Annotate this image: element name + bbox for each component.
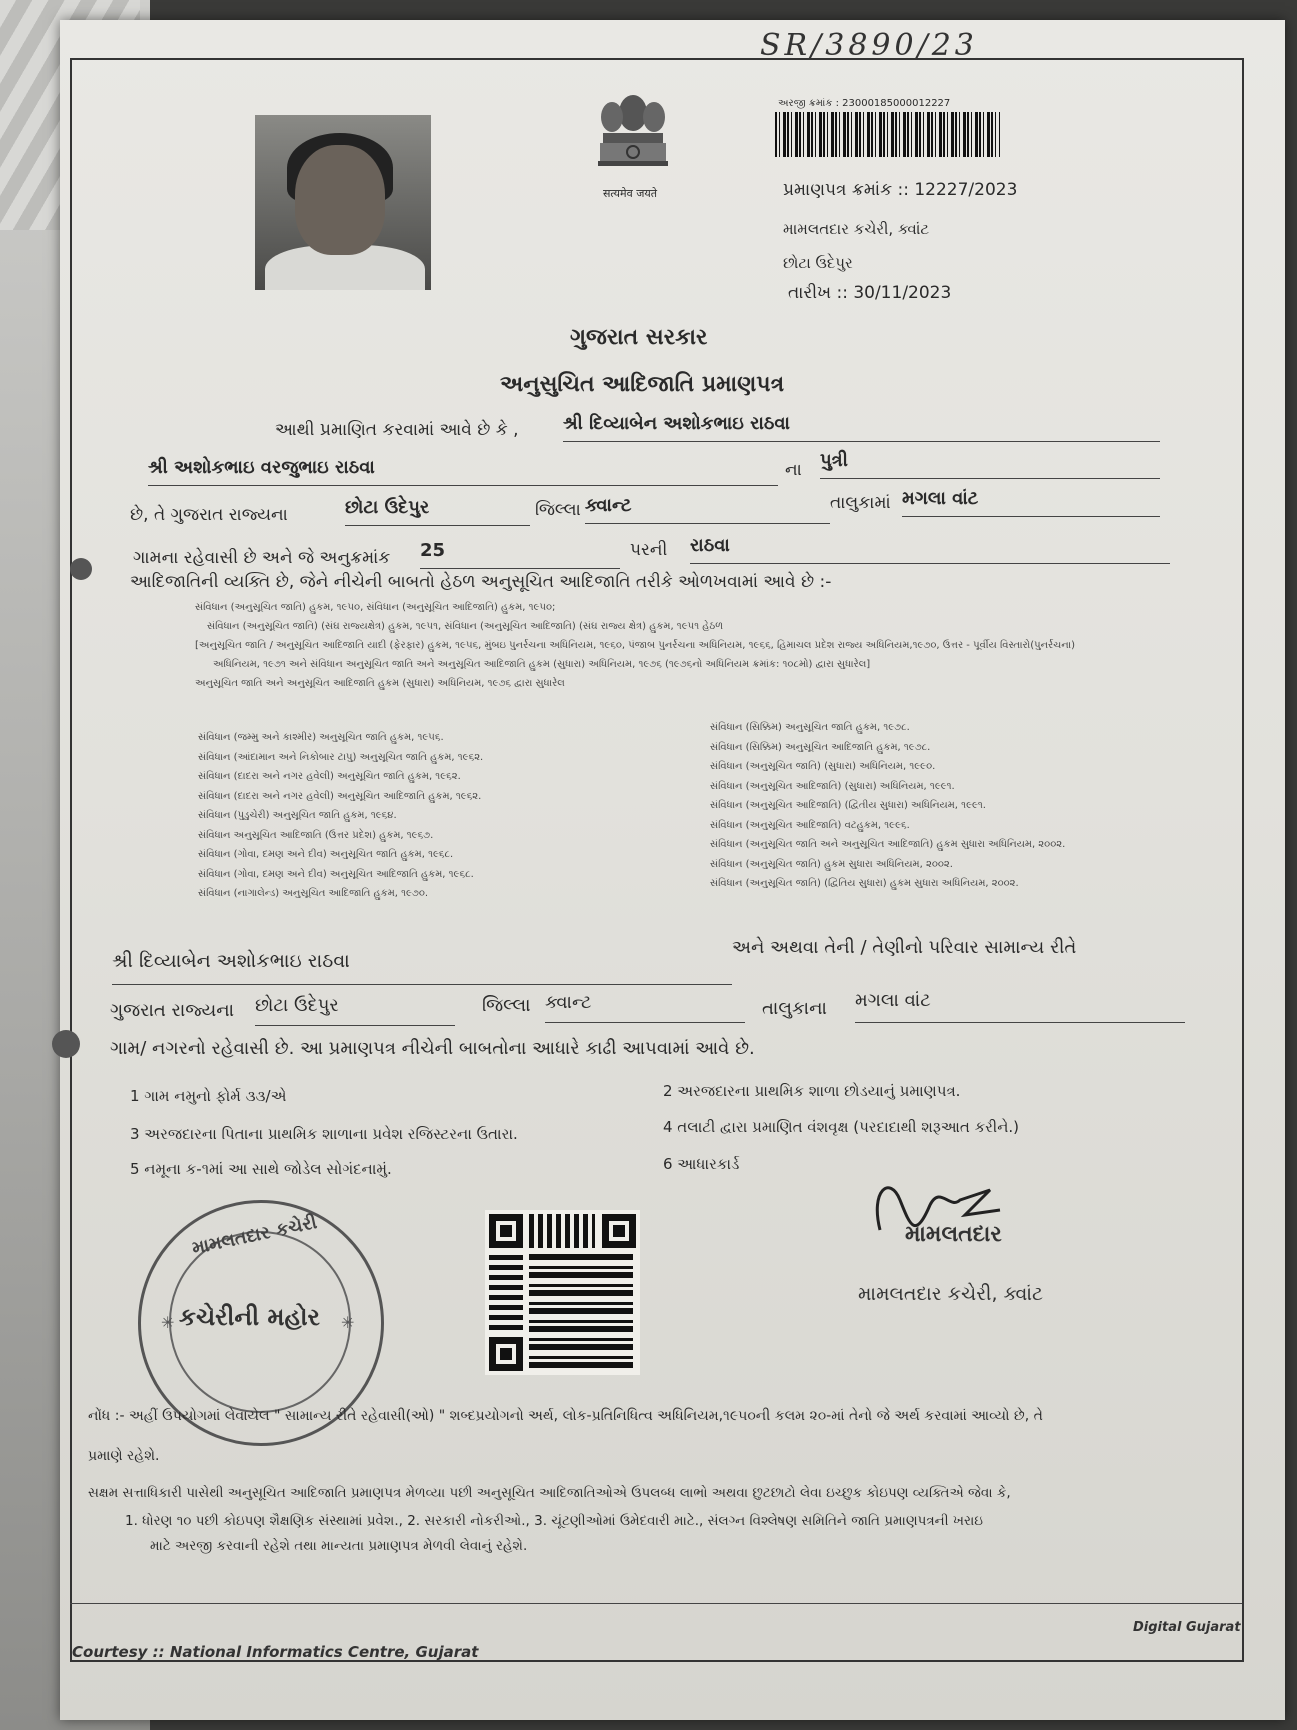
qr-modules <box>489 1254 523 1330</box>
body-taluka: ક્વાન્ટ <box>585 495 830 524</box>
body-village: મગલા વાંટ <box>902 488 1160 517</box>
order-line: સંવિધાન (સિક્કિમ) અનુસૂચિત જાતિ હુકમ, ૧૯૭૮. <box>710 722 910 733</box>
qr-modules <box>529 1254 633 1368</box>
barcode <box>775 112 1000 157</box>
relation: પુત્રી <box>820 450 1160 479</box>
intro-text: આથી પ્રમાણિત કરવામાં આવે છે કે , <box>275 420 519 440</box>
order-line: સંવિધાન (અનુસૂચિત જાતિ) (સુધારા) અધિનિયમ, ૧૯૯૦. <box>710 761 936 772</box>
document-item: 1 ગામ નમુનો ફોર્મ ૩૩/એ <box>130 1087 287 1105</box>
taluka-label: તાલુકામાં <box>830 493 891 513</box>
residence-taluka: ક્વાન્ટ <box>545 992 745 1023</box>
certificate-number: પ્રમાણપત્ર ક્રમાંક :: 12227/2023 <box>783 180 1018 200</box>
seal-star-icon: ✳ <box>341 1313 355 1332</box>
document-item: 4 તલાટી દ્વારા પ્રમાણિત વંશવૃક્ષ (પરદાદાથી શરૂઆત કરીને.) <box>663 1118 1020 1136</box>
punch-hole <box>70 558 92 580</box>
qr-code <box>485 1210 640 1375</box>
order-line: સંવિધાન (જમ્મુ અને કાશ્મીર) અનુસૂચિત જાતિ હુકમ, ૧૯૫૬. <box>198 732 444 743</box>
note-2: સક્ષમ સત્તાધિકારી પાસેથી અનુસૂચિત આદિજાતિ પ્રમાણપત્ર મેળવ્યા પછી અનુસૂચિત આદિજાતિઓએ ઉપલબ્ધ લાભો અથવા છુટછાટો લેવા ઇચ્છુક કોઇપણ વ્યક્તિએ જેવા કે, <box>88 1485 1011 1501</box>
order-line: સંવિધાન (અનુસૂચિત જાતિ) હુકમ, ૧૯૫૦, સંવિધાન (અનુસૂચિત આદિજાતિ) હુકમ, ૧૯૫૦; <box>195 602 556 613</box>
note-3: 1. ધોરણ ૧૦ પછી કોઇપણ શૈક્ષણિક સંસ્થામાં પ્રવેશ., 2. સરકારી નોકરીઓ., 3. ચૂંટણીઓમાં ઉમેદવારી માટે., સંલગ્ન વિશ્લેષણ સમિતિને જાતિ પ્રમાણપત્રની ખરાઇ <box>125 1513 983 1529</box>
order-line: સંવિધાન અનુસૂચિત આદિજાતિ (ઉત્તર પ્રદેશ) હુકમ, ૧૯૬૭. <box>198 829 434 841</box>
photo-face <box>295 145 385 255</box>
state-prefix: છે, તે ગુજરાત રાજ્યના <box>130 505 288 525</box>
residence-district-label: જિલ્લા <box>482 995 531 1016</box>
order-line: [અનુસૂચિત જાતિ / અનુસૂચિત આદિજાતિ યાદી (ફેરફાર) હુકમ, ૧૯૫૬, મુંબઇ પુનર્રચના અધિનિયમ, ૧૯૬૦, પંજાબ પુનર્રચના અધિનિયમ, ૧૯૬૬, હિમાચલ પ્રદેશ રાજ્ય અધિનિયમ,૧૯૭૦, ઉત્તર - પૂર્વીય વિસ્તારો(પુનર્રચના) <box>195 640 1076 651</box>
order-line: સંવિધાન (અનુસૂચિત આદિજાતિ) વટહુકમ, ૧૯૯૬. <box>710 819 910 831</box>
residence-district: છોટા ઉદેપુર <box>255 995 455 1026</box>
serial-number: 25 <box>420 540 620 569</box>
seal-ring-text: મામલતદાર કચેરી <box>190 1212 319 1259</box>
order-line: સંવિધાન (અનુસૂચિત આદિજાતિ) (દ્વિતીય સુધારા) અધિનિયમ, ૧૯૯૧. <box>710 800 986 811</box>
order-line: સંવિધાન (પુડુચેરી) અનુસૂચિત જાતિ હુકમ, ૧૯૬૪. <box>198 810 397 821</box>
order-line: સંવિધાન (અનુસૂચિત જાતિ) હુકમ સુધારા અધિનિયમ, ૨૦૦૨. <box>710 858 953 870</box>
footer-divider <box>70 1603 1242 1604</box>
order-line: સંવિધાન (અનુસૂચિત જાતિ) (સંઘ રાજ્યક્ષેત્ર) હુકમ, ૧૯૫૧, સંવિધાન (અનુસૂચિત આદિજાતિ) (સંઘ રાજ્ય ક્ષેત્ર) હુકમ, ૧૯૫૧ હેઠળ <box>207 621 724 632</box>
qr-modules <box>529 1214 595 1248</box>
order-line: સંવિધાન (અનુસૂચિત જાતિ) (દ્વિતિય સુધારા) હુકમ સુધારા અધિનિયમ, ૨૦૦૨. <box>710 878 1019 889</box>
order-line: સંવિધાન (અનુસૂચિત જાતિ અને અનુસૂચિત આદિજાતિ) હુકમ સુધારા અધિનિયમ, ૨૦૦૨. <box>710 839 1066 850</box>
na-text: ના <box>785 460 802 480</box>
order-line: સંવિધાન (દાદરા અને નગર હવેલી) અનુસૂચિત આદિજાતિ હુકમ, ૧૯૬૨. <box>198 790 482 802</box>
certificate-title: અનુસુચિત આદિજાતિ પ્રમાણપત્ર <box>500 372 785 397</box>
note-1: નોંધ :- અહીં ઉપયોગમાં લેવાયેલ " સામાન્ય રીતે રહેવાસી(ઓ) " શબ્દપ્રયોગનો અર્થ, લોક-પ્રતિનિધિત્વ અધિનિયમ,૧૯૫૦ની કલમ ૨૦-માં તેનો જે અર્થ કરવામાં આવ્યો છે, તે <box>88 1408 1043 1424</box>
document-item: 2 અરજદારના પ્રાથમિક શાળા છોડયાનું પ્રમાણપત્ર. <box>663 1082 961 1100</box>
applicant-name: શ્રી દિવ્યાબેન અશોકભાઇ રાઠવા <box>563 413 1160 442</box>
national-emblem-icon <box>588 85 678 180</box>
document-item: 6 આધારકાર્ડ <box>663 1155 740 1173</box>
qr-finder-core <box>500 1348 512 1360</box>
punch-hole <box>52 1030 80 1058</box>
handwritten-reference: SR/3890/23 <box>760 28 978 63</box>
order-line: સંવિધાન (આંદામાન અને નિકોબાર ટાપુ) અનુસૂચિત જાતિ હુકમ, ૧૯૬૨. <box>198 751 484 763</box>
order-line: સંવિધાન (અનુસૂચિત આદિજાતિ) (સુધારા) અધિનિયમ, ૧૯૯૧. <box>710 780 955 792</box>
order-line: સંવિધાન (દાદરા અને નગર હવેલી) અનુસૂચિત જાતિ હુકમ, ૧૯૬૨. <box>198 771 461 782</box>
family-text: અને અથવા તેની / તેણીનો પરિવાર સામાન્ય રીતે <box>732 937 1077 958</box>
order-line: અધિનિયમ, ૧૯૭૧ અને સંવિધાન અનુસૂચિત જાતિ અને અનુસૂચિત આદિજાતિ હુકમ (સુધારા) અધિનિયમ, ૧૯૭૬ (૧૯૭૬નો અધિનિયમ ક્રમાંક: ૧૦૮મો) દ્વારા સુધારેલ] <box>213 659 871 670</box>
signature-office: મામલતદાર કચેરી, ક્વાંટ <box>858 1283 1044 1305</box>
document-item: 5 નમૂના ક-૧માં આ સાથે જોડેલ સોગંદનામું. <box>130 1160 392 1178</box>
village-line: ગામના રહેવાસી છે અને જે અનુક્રમાંક <box>133 548 391 568</box>
order-line: સંવિધાન (ગોવા, દમણ અને દીવ) અનુસૂચિત જાતિ હુકમ, ૧૯૬૮. <box>198 849 454 860</box>
applicant-photo <box>255 115 431 290</box>
issuing-office: મામલતદાર કચેરી, ક્વાંટ <box>783 220 930 238</box>
orders-left <box>198 728 658 904</box>
issue-date: તારીખ :: 30/11/2023 <box>788 283 952 303</box>
residence-name: શ્રી દિવ્યાબેન અશોકભાઇ રાઠવા <box>112 950 732 985</box>
par-text: પરની <box>630 540 668 560</box>
footer-brand: Digital Gujarat <box>1133 1620 1241 1635</box>
govt-title: ગુજરાત સરકાર <box>570 325 708 350</box>
father-name: શ્રી અશોકભાઇ વરજુભાઇ રાઠવા <box>148 457 778 486</box>
tribe-line: આદિજાતિની વ્યક્તિ છે, જેને નીચેની બાબતો હેઠળ અનુસૂચિત આદિજાતિ તરીકે ઓળખવામાં આવે છે :- <box>130 572 832 592</box>
note-1b: પ્રમાણે રહેશે. <box>88 1448 160 1464</box>
seal-center-text: કચેરીની મહોર <box>179 1303 320 1331</box>
district-label: જિલ્લા <box>535 500 581 520</box>
header-district: છોટા ઉદેપુર <box>783 254 853 272</box>
application-number: અરજી ક્રમાંક : 23000185000012227 <box>778 98 951 109</box>
qr-finder-core <box>613 1225 625 1237</box>
body-district: છોટા ઉદેપુર <box>345 497 530 526</box>
orders-top <box>195 598 1155 693</box>
residence-village: મગલા વાંટ <box>855 990 1185 1023</box>
signature-title: મામલતદાર <box>905 1222 1002 1247</box>
caste-name: રાઠવા <box>690 535 1170 564</box>
emblem-motto: सत्यमेव जयते <box>603 187 658 200</box>
seal-star-icon: ✳ <box>161 1313 175 1332</box>
document-item: 3 અરજદારના પિતાના પ્રાથમિક શાળાના પ્રવેશ રજિસ્ટરના ઉતારા. <box>130 1125 518 1143</box>
note-4: માટે અરજી કરવાની રહેશે તથા માન્યતા પ્રમાણપત્ર મેળવી લેવાનું રહેશે. <box>150 1538 528 1554</box>
basis-text: ગામ/ નગરનો રહેવાસી છે. આ પ્રમાણપત્ર નીચેની બાબતોના આધારે કાઢી આપવામાં આવે છે. <box>110 1038 755 1059</box>
residence-taluka-label: તાલુકાના <box>762 998 827 1019</box>
qr-finder-core <box>500 1225 512 1237</box>
footer-courtesy: Courtesy :: National Informatics Centre, Gujarat <box>72 1643 479 1661</box>
orders-right <box>710 718 1160 894</box>
order-line: અનુસૂચિત જાતિ અને અનુસૂચિત આદિજાતિ હુકમ (સુધારા) અધિનિયમ, ૧૯૭૬ દ્વારા સુધારેલ <box>195 678 565 689</box>
order-line: સંવિધાન (સિક્કિમ) અનુસૂચિત આદિજાતિ હુકમ, ૧૯૭૮. <box>710 741 931 753</box>
order-line: સંવિધાન (ગોવા, દમણ અને દીવ) અનુસૂચિત આદિજાતિ હુકમ, ૧૯૬૮. <box>198 868 474 880</box>
order-line: સંવિધાન (નાગાલેન્ડ) અનુસૂચિત આદિજાતિ હુકમ, ૧૯૭૦. <box>198 888 429 899</box>
residence-state: ગુજરાત રાજ્યના <box>110 1000 235 1021</box>
